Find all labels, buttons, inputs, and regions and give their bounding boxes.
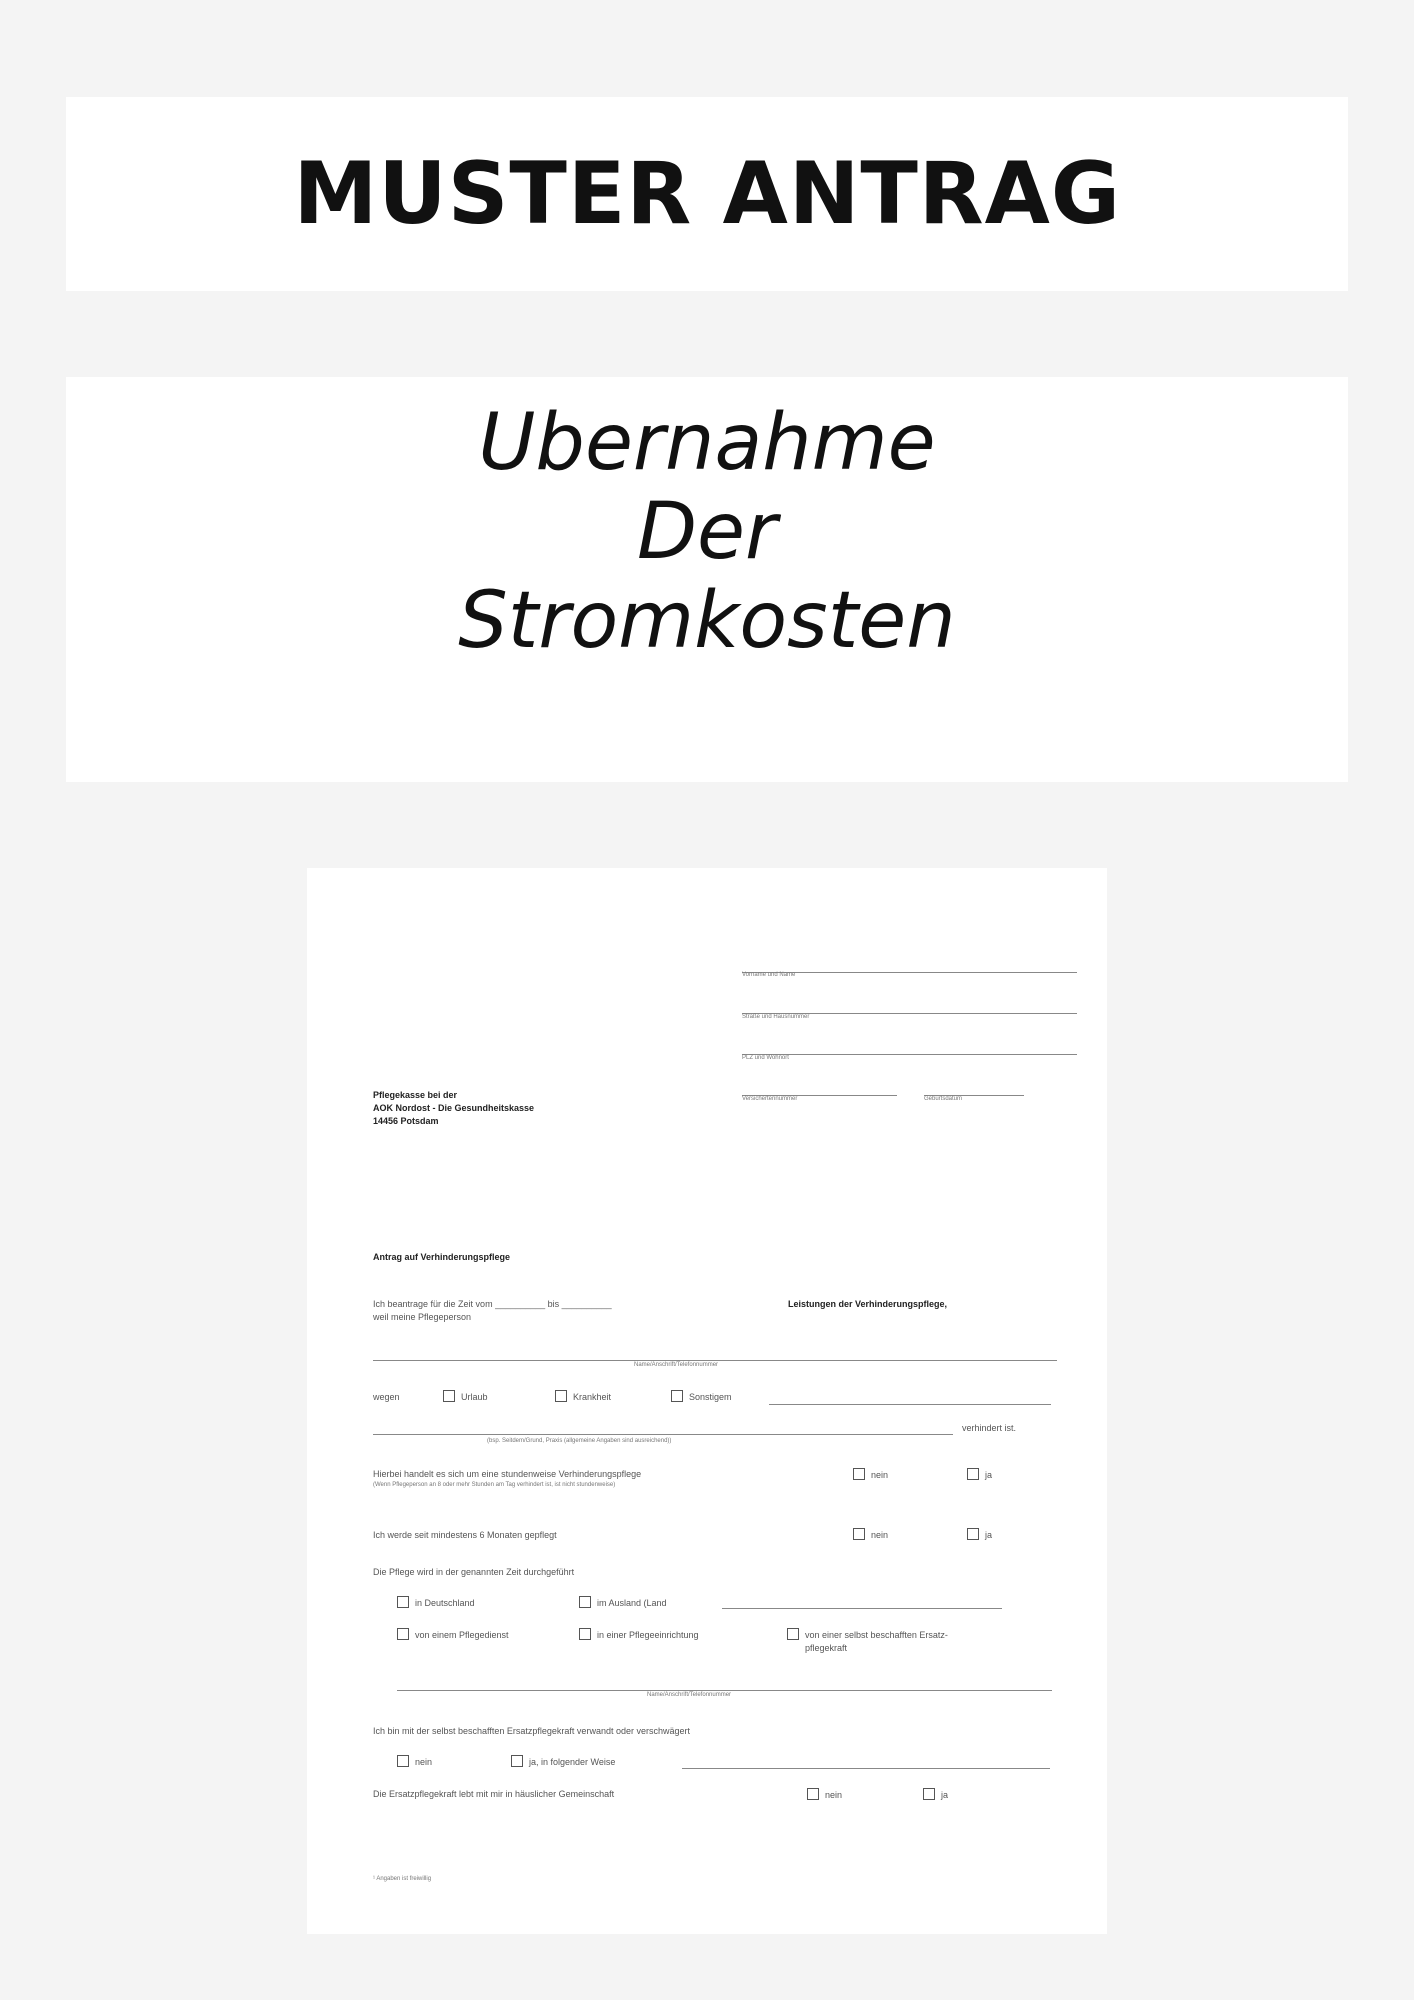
location-option: im Ausland (Land [597, 1598, 667, 1608]
option-yes: ja [985, 1470, 993, 1480]
subtitle-line-3: Stromkosten [458, 576, 956, 666]
sender-line [742, 1054, 1077, 1055]
checkbox [397, 1596, 409, 1608]
checkbox [511, 1755, 523, 1767]
name-line [373, 1360, 1057, 1361]
related-question: Ich bin mit der selbst beschafften Ersatzpflegekraft verwandt oder verschwägert [373, 1726, 690, 1736]
related-line [682, 1768, 1050, 1769]
reason-option: Urlaub [461, 1392, 488, 1402]
checkbox [555, 1390, 567, 1402]
subtitle-card [66, 377, 1348, 782]
footnote: ¹ Angaben ist freiwillig [373, 1876, 432, 1882]
recipient-line: 14456 Potsdam [373, 1116, 439, 1126]
provider-line [397, 1690, 1052, 1691]
reason-line [373, 1434, 953, 1435]
sender-field-label: Straße und Hausnummer [742, 1014, 810, 1020]
checkbox [853, 1468, 865, 1480]
reason-label: wegen [373, 1392, 400, 1402]
reason-line [769, 1404, 1051, 1405]
location-option: in Deutschland [415, 1598, 475, 1608]
caption: Name/Anschrift/Telefonnummer [634, 1362, 719, 1368]
hourly-question: Hierbei handelt es sich um eine stundenweise Verhinderungspflege [373, 1469, 642, 1479]
provider-option: in einer Pflegeeinrichtung [597, 1630, 699, 1640]
provider-option: pflegekraft [805, 1643, 848, 1653]
insurance-number-label: Versichertennummer [742, 1096, 798, 1102]
form-heading: Antrag auf Verhinderungspflege [373, 1252, 511, 1262]
checkbox [579, 1596, 591, 1608]
subtitle-line-1: Ubernahme [478, 398, 936, 488]
recipient-line: AOK Nordost - Die Gesundheitskasse [373, 1103, 535, 1113]
option-no: nein [871, 1530, 889, 1540]
caption: Name/Anschrift/Telefonnummer [647, 1692, 732, 1698]
household-question: Die Ersatzpflegekraft lebt mit mir in häuslicher Gemeinschaft [373, 1789, 615, 1799]
provider-option: von einer selbst beschafften Ersatz- [805, 1630, 948, 1640]
checkbox [853, 1528, 865, 1540]
sender-field-label: Vorname und Name [742, 972, 796, 978]
checkbox [787, 1628, 799, 1640]
caption: (bsp. Seitdem/Grund, Praxis (allgemeine Angaben sind ausreichend)) [487, 1438, 672, 1444]
related-no: nein [415, 1757, 433, 1767]
option-no: nein [825, 1790, 843, 1800]
request-bold-text: Leistungen der Verhinderungspflege, [788, 1299, 948, 1309]
checkbox [443, 1390, 455, 1402]
checkbox [923, 1788, 935, 1800]
provider-option: von einem Pflegedienst [415, 1630, 509, 1640]
location-question: Die Pflege wird in der genannten Zeit durchgeführt [373, 1567, 575, 1577]
related-yes: ja, in folgender Weise [529, 1757, 616, 1767]
request-text: Ich beantrage für die Zeit vom __________ bis __________ [373, 1299, 612, 1309]
checkbox [807, 1788, 819, 1800]
country-line [722, 1608, 1002, 1609]
birthdate-label: Geburtsdatum [924, 1096, 963, 1102]
sender-field-label: PLZ und Wohnort [742, 1055, 789, 1061]
reason-option: Krankheit [573, 1392, 612, 1402]
title-card [66, 97, 1348, 291]
checkbox [967, 1528, 979, 1540]
checkbox [967, 1468, 979, 1480]
checkbox [671, 1390, 683, 1402]
recipient-line: Pflegekasse bei der [373, 1090, 458, 1100]
checkbox [579, 1628, 591, 1640]
option-yes: ja [985, 1530, 993, 1540]
reason-option: Sonstigem [689, 1392, 732, 1402]
months-question: Ich werde seit mindestens 6 Monaten gepflegt [373, 1530, 557, 1540]
page-title: MUSTER ANTRAG [293, 144, 1121, 244]
form-document-preview [307, 868, 1107, 1934]
hourly-note: (Wenn Pflegeperson an 8 oder mehr Stunden am Tag verhindert ist, ist nicht stundenweise) [373, 1482, 616, 1488]
option-no: nein [871, 1470, 889, 1480]
request-text-2: weil meine Pflegeperson [373, 1312, 472, 1322]
option-yes: ja [941, 1790, 949, 1800]
checkbox [397, 1755, 409, 1767]
subtitle-line-2: Der [636, 487, 778, 577]
checkbox [397, 1628, 409, 1640]
prevented-text: verhindert ist. [962, 1423, 1017, 1433]
